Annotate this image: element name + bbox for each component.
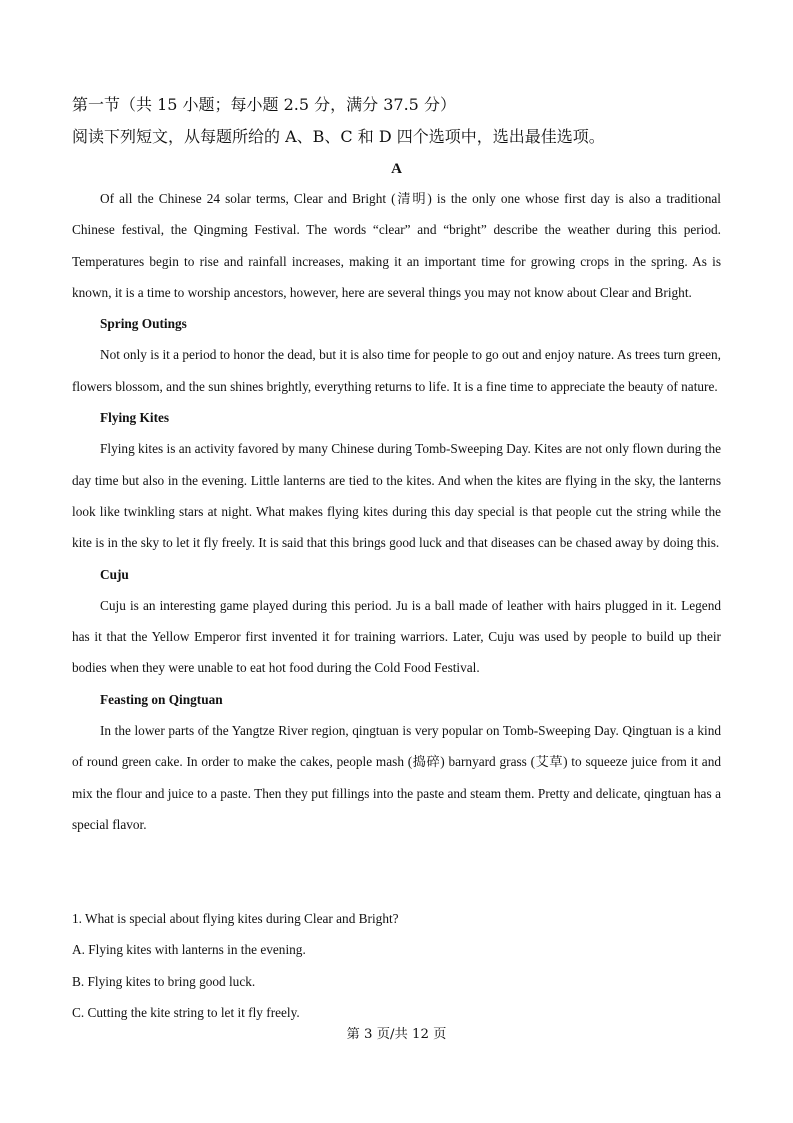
intro-paragraph: Of all the Chinese 24 solar terms, Clear and Bright (清明) is the only one whose first day is also a traditional Chinese festival, the Qingming Festival. The words “clear” and “bright” describe the weather during this period. Temperatures begin to rise and rainfall increases, making it an important time for growing crops in the spring. As is known, it is a time to worship ancestors, however, here are several things you may not know about Clear and Bright. (72, 191, 721, 300)
section-header: 第一节（共 15 小题；每小题 2.5 分，满分 37.5 分） (72, 95, 456, 114)
section-text-cuju: Cuju is an interesting game played during this period. Ju is a ball made of leather with hairs plugged in it. Legend has it that the Yellow Emperor first invented it for training warriors. Later, Cuju was used by people to build up their bodies when they were unable to eat hot food during the Cold Food Festival. (72, 597, 721, 676)
section-text-spring-outings: Not only is it a period to honor the dead, but it is also time for people to go out and enjoy nature. As trees turn green, flowers blossom, and the sun shines brightly, everything returns to life. It is a fine time to appreciate the beauty of nature. (72, 347, 721, 394)
question-option-a: A. Flying kites with lanterns in the evening. (72, 942, 306, 958)
question-option-c: C. Cutting the kite string to let it fly freely. (72, 1004, 300, 1020)
section-heading-cuju: Cuju (100, 566, 129, 582)
section-heading-qingtuan: Feasting on Qingtuan (100, 691, 223, 707)
passage-body (72, 183, 721, 840)
passage-label: A (391, 161, 402, 177)
question-block (72, 903, 721, 1028)
instruction-text: 阅读下列短文，从每题所给的 A、B、C 和 D 四个选项中，选出最佳选项。 (72, 127, 605, 146)
section-heading-spring-outings: Spring Outings (100, 316, 187, 332)
section-text-flying-kites: Flying kites is an activity favored by many Chinese during Tomb-Sweeping Day. Kites are not only flown during the day time but also in the evening. Little lanterns are tied to the kites. And when the kites are flying in the sky, the lanterns look like twinkling stars at night. What makes flying kites during this day special is that people cut the string while the kite is in the sky to let it fly freely. It is said that this brings good luck and that diseases can be chased away by doing this. (72, 441, 721, 551)
question-option-b: B. Flying kites to bring good luck. (72, 973, 256, 989)
question-stem: 1. What is special about flying kites during Clear and Bright? (72, 911, 399, 926)
section-text-qingtuan: In the lower parts of the Yangtze River region, qingtuan is very popular on Tomb-Sweeping Day. Qingtuan is a kind of round green cake. In order to make the cakes, people mash (捣碎) barnyard grass (艾草) to squeeze juice from it and mix the flour and juice to a paste. Then they put fillings into the paste and steam them. Pretty and delicate, qingtuan has a special flavor. (72, 723, 721, 832)
page-footer: 第 3 页/共 12 页 (346, 1027, 447, 1042)
section-heading-flying-kites: Flying Kites (100, 410, 170, 426)
